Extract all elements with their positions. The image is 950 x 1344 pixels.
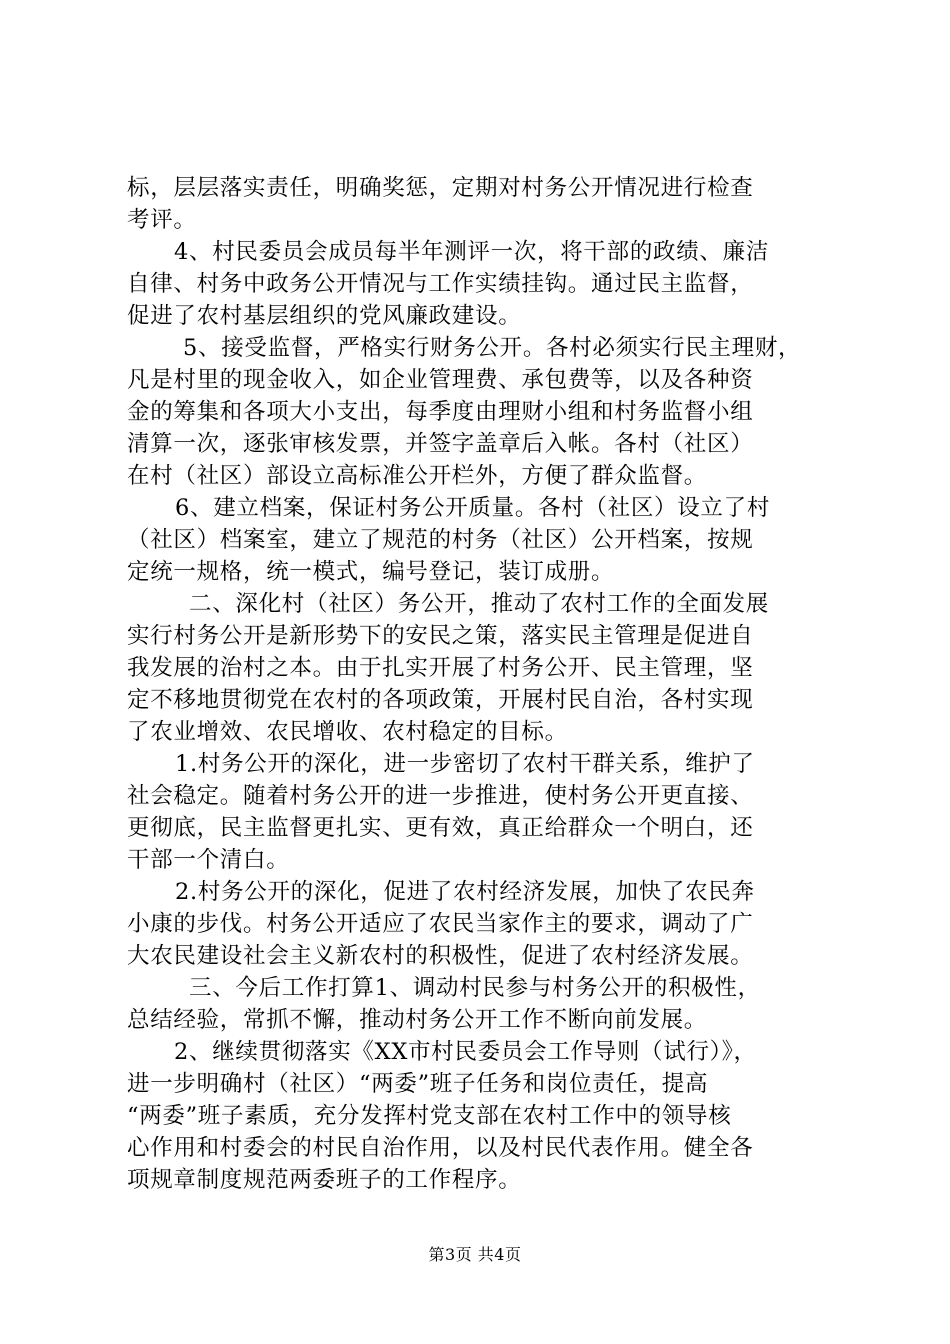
text-line: 小康的步伐。村务公开适应了农民当家作主的要求，调动了广 — [127, 911, 754, 937]
document-body — [127, 172, 839, 1196]
text-line: 进一步明确村（社区）“两委”班子任务和岗位责任，提高 — [127, 1071, 709, 1097]
text-line: 2、继续贯彻落实《XX市村民委员会工作导则（试行）》， — [174, 1039, 757, 1065]
text-line: （社区）档案室，建立了规范的村务（社区）公开档案，按规 — [127, 527, 754, 553]
text-line: 项规章制度规范两委班子的工作程序。 — [127, 1167, 522, 1193]
text-line: 自律、村务中政务公开情况与工作实绩挂钩。通过民主监督， — [127, 271, 754, 297]
text-line: 金的筹集和各项大小支出，每季度由理财小组和村务监督小组 — [127, 399, 754, 425]
text-line: 了农业增效、农民增收、农村稳定的目标。 — [127, 719, 568, 745]
text-line: 我发展的治村之本。由于扎实开展了村务公开、民主管理，坚 — [127, 655, 754, 681]
page-footer: 第3页 共4页 — [428, 1245, 522, 1264]
text-line: 社会稳定。随着村务公开的进一步推进，使村务公开更直接、 — [127, 783, 754, 809]
text-line: 5、接受监督，严格实行财务公开。各村必须实行民主理财， — [183, 335, 802, 361]
text-line: 6、建立档案，保证村务公开质量。各村（社区）设立了村 — [175, 495, 771, 521]
text-line: 定统一规格，统一模式，编号登记，装订成册。 — [127, 559, 615, 585]
text-line: 凡是村里的现金收入，如企业管理费、承包费等，以及各种资 — [127, 367, 754, 393]
text-line: 三、今后工作打算1、调动村民参与村务公开的积极性， — [189, 975, 761, 1001]
text-line: 总结经验，常抓不懈，推动村务公开工作不断向前发展。 — [127, 1007, 708, 1033]
text-line: 2.村务公开的深化，促进了农村经济发展，加快了农民奔 — [175, 879, 755, 905]
text-line: 更彻底，民主监督更扎实、更有效，真正给群众一个明白，还 — [127, 815, 754, 841]
text-line: 大农民建设社会主义新农村的积极性，促进了农村经济发展。 — [127, 943, 754, 969]
text-line: 定不移地贯彻党在农村的各项政策，开展村民自治，各村实现 — [127, 687, 754, 713]
text-line: “两委”班子素质，充分发挥村党支部在农村工作中的领导核 — [127, 1103, 732, 1129]
text-line: 1.村务公开的深化，进一步密切了农村干群关系，维护了 — [175, 751, 755, 777]
text-line: 心作用和村委会的村民自治作用，以及村民代表作用。健全各 — [127, 1135, 754, 1161]
text-line: 4、村民委员会成员每半年测评一次，将干部的政绩、廉洁 — [174, 239, 770, 265]
text-line: 在村（社区）部设立高标准公开栏外，方便了群众监督。 — [127, 463, 708, 489]
text-line: 标，层层落实责任，明确奖惩，定期对村务公开情况进行检查 — [127, 175, 754, 201]
text-line: 实行村务公开是新形势下的安民之策，落实民主管理是促进自 — [127, 623, 754, 649]
text-line: 干部一个清白。 — [127, 847, 290, 873]
text-line: 考评。 — [127, 207, 197, 233]
text-line: 促进了农村基层组织的党风廉政建设。 — [127, 303, 522, 329]
text-line: 清算一次，逐张审核发票，并签字盖章后入帐。各村（社区） — [127, 431, 754, 457]
text-line: 二、深化村（社区）务公开，推动了农村工作的全面发展 — [189, 591, 770, 617]
